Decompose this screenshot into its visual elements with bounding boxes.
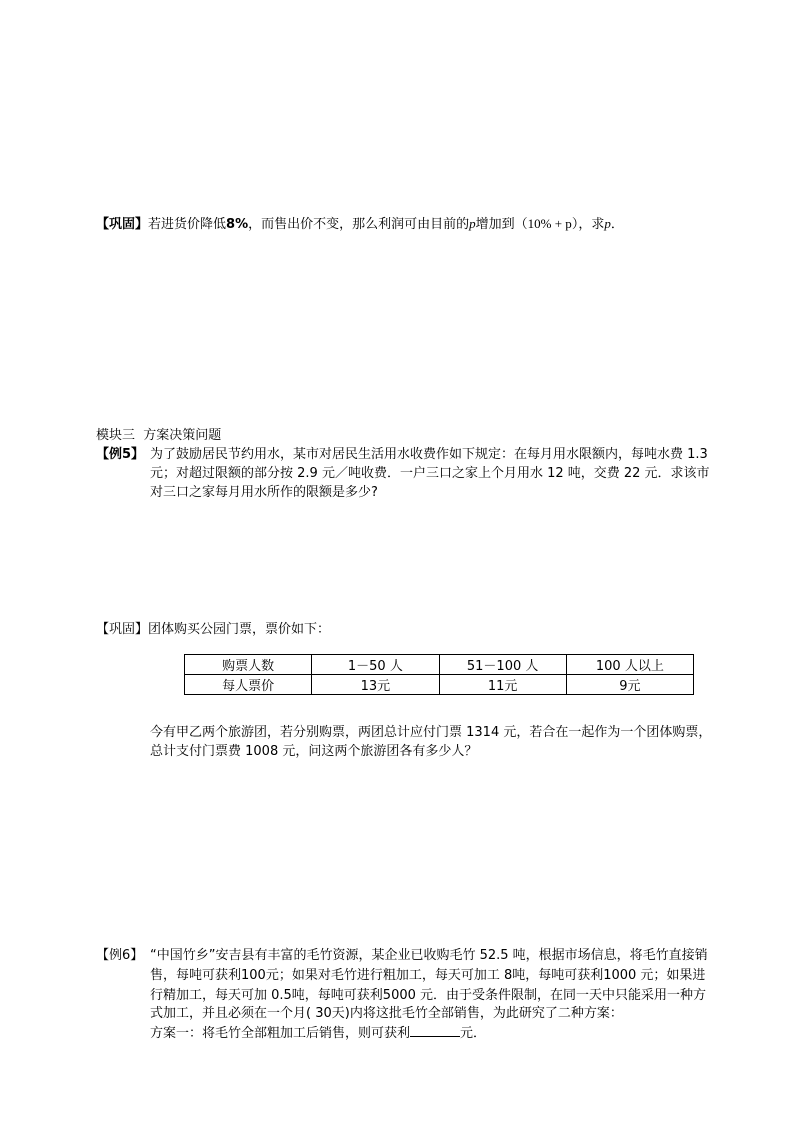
consolidate-tag: 【巩固】 [96,622,149,637]
table-cell: 每人票价 [185,675,312,695]
example-6-plan-1 [150,1023,486,1043]
example-tag: 【例6】 [96,948,144,963]
text: ． [610,217,624,232]
example-5-line: 元；对超过限额的部分按 2.9 元／吨收费．一户三口之家上个月用水 12 吨，交费 22 元．求该市 [150,466,710,481]
text: 团体购买公园门票，票价如下： [148,622,331,637]
text: 若进货价降低 [148,217,227,232]
ticket-price-table [184,654,694,695]
example-6-line: 售，每吨可获利100元；如果对毛竹进行粗加工，每天可加工 8吨，每吨可获利1000 元；如果进 [150,968,706,983]
example-5-line: 对三口之家每月用水所作的限额是多少? [150,485,378,500]
text: 方案一：将毛竹全部粗加工后销售，则可获利 [150,1026,411,1041]
example-tag: 【例5】 [96,447,145,462]
table-header-cell: 51－100 人 [439,655,566,675]
table-row [185,655,694,675]
table-cell: 11元 [439,675,566,695]
consolidate-2-question: 总计支付门票费 1008 元，问这两个旅游团各有多少人？ [150,744,478,759]
table-header-cell: 购票人数 [185,655,312,675]
text: 元． [460,1026,487,1041]
math-expression: 10% + p [527,216,572,231]
table-row [185,675,694,695]
table-header-cell: 100 人以上 [566,655,693,675]
example-6-line: 行精加工，每天可加 0.5吨，每吨可获利5000 元．由于受条件限制，在同一天中只能采用一种方 [150,988,707,1003]
example-6-line: “中国竹乡”安吉县有丰富的毛竹资源，某企业已收购毛竹 52.5 吨，根据市场信息，将毛竹直接销 [150,948,708,963]
consolidate-2-intro [96,620,330,639]
table-cell: 13元 [312,675,439,695]
text: ，而售出价不变，那么利润可由目前的 [248,217,470,232]
consolidate-2-question: 今有甲乙两个旅游团，若分别购票，两团总计应付门票 1314 元，若合在一起作为一个团体购票， [150,725,712,740]
example-5-line: 为了鼓励居民节约用水，某市对居民生活用水收费作如下规定：在每月用水限额内，每吨水费 1.3 [150,447,708,462]
example-6-line: 式加工，并且必须在一个月( 30天)内将这批毛竹全部销售，为此研究了二种方案： [150,1006,623,1021]
text: 增加到（ [475,217,528,232]
text: ），求 [571,217,605,232]
section-heading: 模块三 方案决策问题 [96,428,222,443]
table-header-cell: 1－50 人 [312,655,439,675]
math-var: p [604,216,611,231]
consolidate-1 [96,214,624,234]
consolidate-tag: 【巩固】 [96,217,149,232]
percent-value: 8% [226,217,249,232]
math-var: p [469,216,476,231]
answer-blank[interactable] [410,1023,460,1037]
table-cell: 9元 [566,675,693,695]
